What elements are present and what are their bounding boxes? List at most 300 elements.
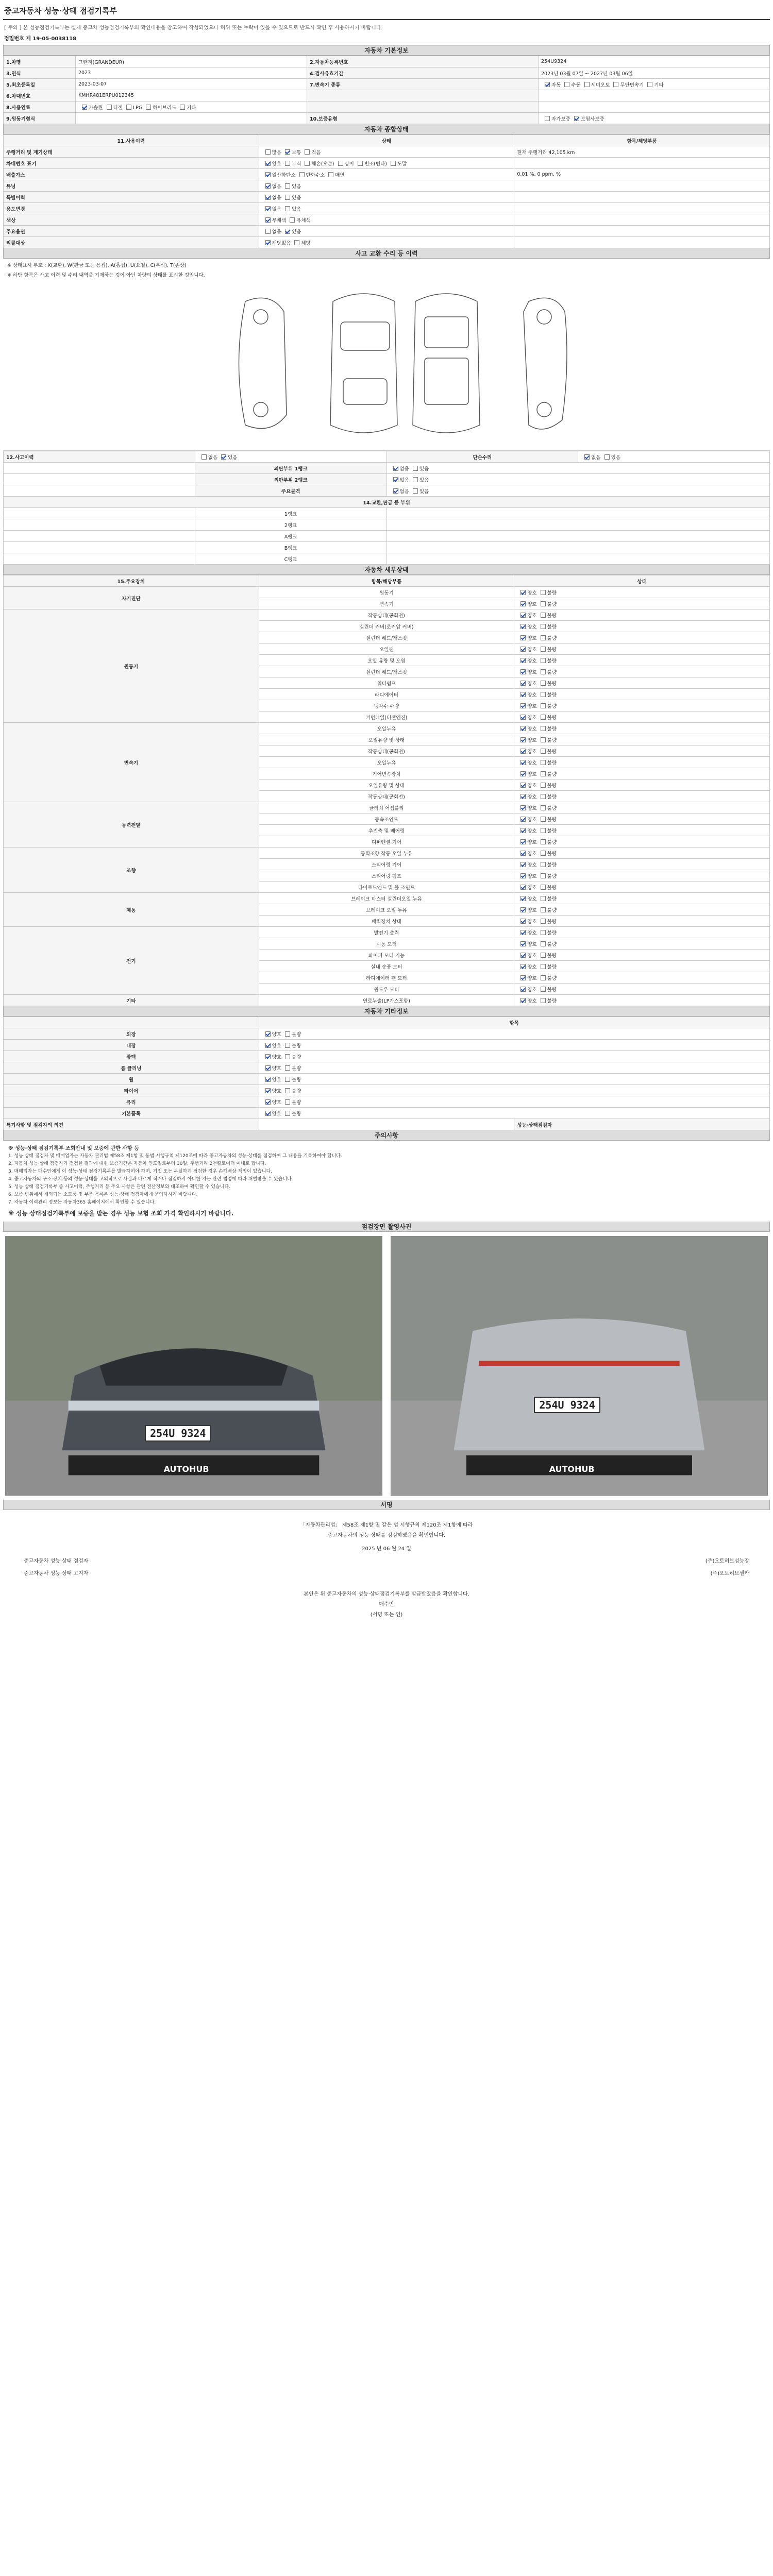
checkbox[interactable] xyxy=(82,105,87,110)
checkbox[interactable] xyxy=(520,941,526,946)
checkbox[interactable] xyxy=(541,919,546,924)
checkbox-label: 불량 xyxy=(547,794,557,800)
checkbox[interactable] xyxy=(541,624,546,629)
checkbox[interactable] xyxy=(541,975,546,980)
detail-item: 냉각수 수량 xyxy=(259,700,514,711)
checkbox[interactable] xyxy=(265,1099,271,1105)
checkbox[interactable] xyxy=(520,839,526,844)
detail-item: 클러치 어셈블리 xyxy=(259,802,514,814)
detail-status xyxy=(514,757,770,768)
checkbox[interactable] xyxy=(520,975,526,980)
detail-item: 윈도우 모터 xyxy=(259,984,514,995)
checkbox-label: 양호 xyxy=(527,669,537,675)
checkbox[interactable] xyxy=(613,82,618,87)
checkbox-label: 불량 xyxy=(547,975,557,981)
checkbox[interactable] xyxy=(541,715,546,720)
checkbox[interactable] xyxy=(520,828,526,833)
notifier-value: (주)오토허브셀카 xyxy=(710,1571,749,1577)
status-label: 리콜대상 xyxy=(4,237,259,248)
detail-item: 작동상태(공회전) xyxy=(259,609,514,621)
checkbox[interactable] xyxy=(541,987,546,992)
checkbox-label: 양호 xyxy=(527,919,537,925)
checkbox[interactable] xyxy=(520,601,526,606)
checkbox[interactable] xyxy=(520,624,526,629)
detail-status xyxy=(514,927,770,938)
inspector-label: 중고자동차 성능·상태 점검자 xyxy=(24,1558,89,1564)
status-label: 색상 xyxy=(4,214,259,226)
checkbox[interactable] xyxy=(265,172,271,177)
checkbox-label: 불량 xyxy=(547,873,557,879)
extra-label: 기본품목 xyxy=(4,1108,259,1119)
checkbox[interactable] xyxy=(285,1088,290,1093)
notice-text: [ 주의 ] 본 성능점검기록부는 실제 중고차 성능점검기록부의 확인내용을 참고하여 작성되었으나 허위 또는 누락이 있을 수 있으므로 반드시 확인 후 사용하시기 바랍니다. xyxy=(4,25,383,31)
signature-field[interactable]: (서명 또는 인) xyxy=(370,1612,403,1618)
detail-item: 변속기 xyxy=(259,598,514,609)
checkbox[interactable] xyxy=(520,805,526,810)
checkbox[interactable] xyxy=(265,1088,271,1093)
checkbox[interactable] xyxy=(520,953,526,958)
checkbox[interactable] xyxy=(265,1054,271,1059)
detail-status xyxy=(514,814,770,825)
section-photos: 점검장면 촬영사진 xyxy=(3,1222,770,1232)
checkbox[interactable] xyxy=(285,1099,290,1105)
detail-item: 커먼레일(디젤엔진) xyxy=(259,711,514,723)
basic-value xyxy=(76,101,307,113)
detail-status xyxy=(514,836,770,848)
group-label: 기타 xyxy=(4,995,259,1006)
checkbox[interactable] xyxy=(146,105,151,110)
checkbox[interactable] xyxy=(520,919,526,924)
extra-options xyxy=(259,1108,769,1119)
group-label: 전기 xyxy=(4,927,259,995)
checkbox[interactable] xyxy=(541,998,546,1003)
checkbox[interactable] xyxy=(541,771,546,776)
checkbox-label: 없음 xyxy=(272,195,282,201)
extra-options xyxy=(259,1062,769,1074)
checkbox[interactable] xyxy=(328,172,333,177)
checkbox[interactable] xyxy=(520,907,526,912)
detail-status xyxy=(514,870,770,882)
checkbox-label: 불량 xyxy=(547,771,557,777)
rank-label: 2랭크 xyxy=(195,519,386,531)
checkbox[interactable] xyxy=(584,454,590,460)
extra-label: 광택 xyxy=(4,1051,259,1062)
checkbox[interactable] xyxy=(201,454,207,460)
rank-label: C랭크 xyxy=(195,553,386,565)
checkbox[interactable] xyxy=(520,817,526,822)
checkbox[interactable] xyxy=(541,647,546,652)
checkbox-label: 불량 xyxy=(547,737,557,743)
checkbox[interactable] xyxy=(285,149,290,155)
checkbox[interactable] xyxy=(285,1077,290,1082)
note-line: 4. 중고자동차의 구조·장치 등의 성능·상태를 고의적으로 사실과 다르게 적거나 점검하지 아니한 자는 관련 법령에 따라 처벌받을 수 있습니다. xyxy=(8,1177,293,1182)
checkbox[interactable] xyxy=(520,896,526,901)
checkbox[interactable] xyxy=(305,161,310,166)
simple-repair-options xyxy=(578,451,770,463)
checkbox[interactable] xyxy=(413,477,418,482)
checkbox[interactable] xyxy=(541,862,546,867)
checkbox[interactable] xyxy=(265,1077,271,1082)
checkbox-label: 불량 xyxy=(292,1043,301,1049)
status-note: 0.01 %, 0 ppm, % xyxy=(514,169,770,180)
detail-item: 실린더 헤드/개스킷 xyxy=(259,666,514,677)
checkbox[interactable] xyxy=(393,477,398,482)
basic-value xyxy=(76,113,307,124)
exterior-label: 외판부위 1랭크 xyxy=(195,463,386,474)
checkbox-label: 매연 xyxy=(335,172,345,178)
checkbox[interactable] xyxy=(520,715,526,720)
checkbox[interactable] xyxy=(574,116,579,121)
detail-status xyxy=(514,666,770,677)
checkbox[interactable] xyxy=(647,82,652,87)
checkbox[interactable] xyxy=(305,149,310,155)
detail-status xyxy=(514,621,770,632)
checkbox[interactable] xyxy=(221,454,226,460)
section-sign: 서명 xyxy=(3,1500,770,1510)
checkbox[interactable] xyxy=(520,987,526,992)
checkbox[interactable] xyxy=(520,771,526,776)
status-options xyxy=(259,203,514,214)
checkbox[interactable] xyxy=(520,862,526,867)
checkbox[interactable] xyxy=(265,1111,271,1116)
checkbox[interactable] xyxy=(541,805,546,810)
table-row xyxy=(4,519,770,531)
sign-line-2: 중고자동차의 성능·상태를 점검하였음을 확인합니다. xyxy=(327,1533,446,1538)
checkbox-label: 양호 xyxy=(527,590,537,596)
checkbox[interactable] xyxy=(541,749,546,754)
detail-item: 오일누유 xyxy=(259,723,514,734)
checkbox-label: 양호 xyxy=(272,161,282,167)
checkbox[interactable] xyxy=(541,941,546,946)
status-note xyxy=(514,203,770,214)
license-plate-front: 254U 9324 xyxy=(145,1425,211,1442)
checkbox[interactable] xyxy=(299,172,305,177)
checkbox-label: 양호 xyxy=(527,601,537,607)
status-label: 튜닝 xyxy=(4,180,259,192)
checkbox-label: 양호 xyxy=(527,964,537,970)
checkbox-label: 불량 xyxy=(547,919,557,925)
checkbox[interactable] xyxy=(541,907,546,912)
checkbox-label: 양호 xyxy=(527,613,537,619)
checkbox[interactable] xyxy=(541,681,546,686)
table-row xyxy=(4,135,770,146)
checkbox-label: 양호 xyxy=(527,715,537,721)
group-label: 자기진단 xyxy=(4,587,259,609)
inspector-label: 성능·상태점검자 xyxy=(514,1119,770,1130)
checkbox[interactable] xyxy=(541,635,546,640)
detail-status xyxy=(514,984,770,995)
checkbox[interactable] xyxy=(265,161,271,166)
checkbox[interactable] xyxy=(541,873,546,878)
checkbox[interactable] xyxy=(520,737,526,742)
lift-banner-front: AUTOHUB xyxy=(163,1464,209,1474)
checkbox[interactable] xyxy=(541,794,546,799)
checkbox-label: 불량 xyxy=(292,1031,301,1038)
detail-status xyxy=(514,791,770,802)
checkbox-label: 없음 xyxy=(399,466,409,472)
detail-item: 오일유량 및 상태 xyxy=(259,734,514,745)
checkbox-label: 양호 xyxy=(527,805,537,811)
checkbox[interactable] xyxy=(338,161,343,166)
checkbox[interactable] xyxy=(520,851,526,856)
checkbox[interactable] xyxy=(541,590,546,595)
checkbox[interactable] xyxy=(541,601,546,606)
checkbox-label: 양호 xyxy=(527,975,537,981)
checkbox[interactable] xyxy=(290,217,295,223)
status-note xyxy=(514,192,770,203)
accident-options xyxy=(195,451,386,463)
checkbox[interactable] xyxy=(541,737,546,742)
checkbox[interactable] xyxy=(541,692,546,697)
checkbox-label: 양호 xyxy=(272,1077,282,1083)
checkbox[interactable] xyxy=(285,206,290,211)
extra-label: 유리 xyxy=(4,1096,259,1108)
detail-item: 실린더 헤드/개스킷 xyxy=(259,632,514,643)
detail-item: 배력장치 상태 xyxy=(259,916,514,927)
detail-status xyxy=(514,632,770,643)
table-row xyxy=(4,113,770,124)
rank-value xyxy=(386,542,770,553)
detail-item: 오일누유 xyxy=(259,757,514,768)
front-photo xyxy=(5,1236,382,1496)
checkbox[interactable] xyxy=(126,105,131,110)
checkbox[interactable] xyxy=(520,613,526,618)
checkbox[interactable] xyxy=(545,82,550,87)
checkbox[interactable] xyxy=(541,783,546,788)
checkbox[interactable] xyxy=(265,206,271,211)
checkbox-label: 불량 xyxy=(547,987,557,993)
exterior-options xyxy=(386,463,770,474)
checkbox[interactable] xyxy=(265,1031,271,1037)
extra-label: 내장 xyxy=(4,1040,259,1051)
page-title: 중고자동차 성능·상태 점검기록부 xyxy=(3,0,770,20)
checkbox[interactable] xyxy=(520,930,526,935)
status-options xyxy=(259,180,514,192)
table-row xyxy=(4,848,770,859)
detail-item: 발전기 출력 xyxy=(259,927,514,938)
checkbox[interactable] xyxy=(520,794,526,799)
checkbox[interactable] xyxy=(541,613,546,618)
checkbox-label: 불량 xyxy=(292,1077,301,1083)
checkbox-label: 세미오토 xyxy=(591,82,610,88)
rank-label: A랭크 xyxy=(195,531,386,542)
checkbox[interactable] xyxy=(265,240,271,245)
table-row xyxy=(4,203,770,214)
status-options xyxy=(259,192,514,203)
checkbox-label: 부식 xyxy=(292,161,301,167)
checkbox[interactable] xyxy=(541,726,546,731)
checkbox[interactable] xyxy=(265,217,271,223)
checkbox[interactable] xyxy=(520,703,526,708)
checkbox[interactable] xyxy=(520,647,526,652)
checkbox[interactable] xyxy=(541,885,546,890)
status-note xyxy=(514,226,770,237)
checkbox[interactable] xyxy=(285,1031,290,1037)
table-row xyxy=(4,1096,770,1108)
detail-status-table xyxy=(3,575,770,1006)
detail-item: 워터펌프 xyxy=(259,677,514,689)
detail-item: 동력조향 작동 오일 누유 xyxy=(259,848,514,859)
checkbox-label: 불량 xyxy=(547,647,557,653)
status-options xyxy=(259,158,514,169)
table-row xyxy=(4,169,770,180)
car-rear-image xyxy=(391,1236,767,1495)
checkbox[interactable] xyxy=(294,240,299,245)
detail-status xyxy=(514,961,770,972)
section-extra: 자동차 기타정보 xyxy=(3,1006,770,1016)
basic-label: 2.자동차등록번호 xyxy=(307,56,539,67)
checkbox[interactable] xyxy=(413,488,418,494)
checkbox[interactable] xyxy=(541,828,546,833)
table-row xyxy=(4,531,770,542)
table-row xyxy=(4,587,770,598)
checkbox[interactable] xyxy=(285,195,290,200)
table-row xyxy=(4,146,770,158)
checkbox[interactable] xyxy=(358,161,363,166)
checkbox[interactable] xyxy=(541,703,546,708)
checkbox[interactable] xyxy=(541,851,546,856)
checkbox[interactable] xyxy=(541,930,546,935)
checkbox[interactable] xyxy=(285,1054,290,1059)
checkbox-label: 보통 xyxy=(292,149,301,156)
header-cell: 항목 xyxy=(259,1017,769,1028)
checkbox[interactable] xyxy=(541,839,546,844)
checkbox-label: 불량 xyxy=(547,726,557,732)
rank-label: B랭크 xyxy=(195,542,386,553)
checkbox-label: 유채색 xyxy=(296,217,311,224)
checkbox[interactable] xyxy=(265,1065,271,1071)
checkbox[interactable] xyxy=(285,229,290,234)
extra-label: 룸 클리닝 xyxy=(4,1062,259,1074)
checkbox[interactable] xyxy=(393,488,398,494)
checkbox[interactable] xyxy=(520,783,526,788)
checkbox[interactable] xyxy=(391,161,396,166)
section-detail: 자동차 세부상태 xyxy=(3,565,770,575)
extra-options xyxy=(259,1051,769,1062)
checkbox[interactable] xyxy=(520,692,526,697)
checkbox[interactable] xyxy=(520,885,526,890)
checkbox[interactable] xyxy=(265,229,271,234)
checkbox[interactable] xyxy=(520,669,526,674)
checkbox[interactable] xyxy=(541,760,546,765)
detail-item: 작동상태(공회전) xyxy=(259,791,514,802)
checkbox[interactable] xyxy=(413,466,418,471)
checkbox[interactable] xyxy=(393,466,398,471)
checkbox[interactable] xyxy=(541,953,546,958)
license-plate-rear: 254U 9324 xyxy=(534,1397,600,1413)
detail-status xyxy=(514,802,770,814)
group-label: 조향 xyxy=(4,848,259,893)
checkbox-label: 없음 xyxy=(208,454,218,461)
checkbox-label: 불량 xyxy=(292,1065,301,1072)
checkbox[interactable] xyxy=(285,1065,290,1071)
checkbox[interactable] xyxy=(604,454,610,460)
checkbox[interactable] xyxy=(545,116,550,121)
checkbox[interactable] xyxy=(520,964,526,969)
checkbox-label: 불량 xyxy=(547,715,557,721)
table-row xyxy=(4,497,770,508)
extra-label: 외장 xyxy=(4,1028,259,1040)
checkbox[interactable] xyxy=(520,873,526,878)
checkbox[interactable] xyxy=(520,635,526,640)
basic-value: KMHR481ERPU012345 xyxy=(76,90,307,101)
car-front-image xyxy=(6,1236,382,1495)
note-line: 2. 자동차 성능·상태 점검자가 점검한 결과에 대한 보증기간은 자동차 인도일로부터 30일, 주행거리 2천킬로미터 이내로 합니다. xyxy=(8,1161,266,1166)
checkbox[interactable] xyxy=(285,183,290,189)
checkbox-label: 양호 xyxy=(527,817,537,823)
checkbox[interactable] xyxy=(520,749,526,754)
detail-item: 오일유량 및 상태 xyxy=(259,779,514,791)
checkbox[interactable] xyxy=(520,760,526,765)
checkbox-label: 불량 xyxy=(547,953,557,959)
detail-status xyxy=(514,768,770,779)
checkbox-label: 양호 xyxy=(527,737,537,743)
status-options xyxy=(259,226,514,237)
table-row xyxy=(4,56,770,67)
checkbox[interactable] xyxy=(285,1111,290,1116)
detail-status xyxy=(514,893,770,904)
table-row xyxy=(4,508,770,519)
checkbox[interactable] xyxy=(285,1043,290,1048)
damage-legend: ※ 상태표시 부호 : X(교환), W(판금 또는 용접), A(흠집), U(요철), C(부식), T(손상) xyxy=(7,263,187,268)
extra-options xyxy=(259,1096,769,1108)
checkbox[interactable] xyxy=(265,149,271,155)
checkbox[interactable] xyxy=(265,195,271,200)
checkbox[interactable] xyxy=(541,817,546,822)
checkbox-label: 자가보증 xyxy=(551,116,570,122)
note-line: 6. 보증 범위에서 제외되는 소모품 및 부품 목록은 성능·상태 점검자에게 문의하시기 바랍니다. xyxy=(8,1192,198,1197)
overall-status-table xyxy=(3,134,770,248)
detail-item: 브레이크 마스터 실린더오일 누유 xyxy=(259,893,514,904)
checkbox[interactable] xyxy=(564,82,569,87)
checkbox-label: 불량 xyxy=(547,783,557,789)
checkbox[interactable] xyxy=(520,590,526,595)
detail-item: 디퍼렌셜 기어 xyxy=(259,836,514,848)
checkbox[interactable] xyxy=(265,1043,271,1048)
remarks-label: 특기사항 및 점검자의 의견 xyxy=(4,1119,259,1130)
checkbox[interactable] xyxy=(541,669,546,674)
checkbox-label: 훼손(오손) xyxy=(311,161,334,167)
detail-item: 시동 모터 xyxy=(259,938,514,950)
checkbox-label: 있음 xyxy=(611,454,620,461)
checkbox[interactable] xyxy=(180,105,185,110)
checkbox[interactable] xyxy=(541,896,546,901)
sign-line-3: 본인은 위 중고자동차의 성능·상태점검기록부를 발급받았음을 확인합니다. xyxy=(304,1591,469,1597)
checkbox[interactable] xyxy=(541,658,546,663)
basic-label: 5.최초등록일 xyxy=(4,79,76,90)
document-number: 정밀번호 제 19-05-0038118 xyxy=(3,31,770,45)
checkbox[interactable] xyxy=(107,105,112,110)
table-row xyxy=(4,575,770,587)
detail-status xyxy=(514,995,770,1006)
checkbox[interactable] xyxy=(520,658,526,663)
empty-cell xyxy=(4,519,195,531)
checkbox[interactable] xyxy=(520,726,526,731)
checkbox-label: 양호 xyxy=(272,1065,282,1072)
table-row xyxy=(4,927,770,938)
empty-cell xyxy=(4,542,195,553)
checkbox[interactable] xyxy=(584,82,590,87)
checkbox[interactable] xyxy=(541,964,546,969)
checkbox[interactable] xyxy=(520,681,526,686)
table-row xyxy=(4,542,770,553)
checkbox-label: 해당 xyxy=(301,240,311,246)
checkbox[interactable] xyxy=(520,998,526,1003)
checkbox[interactable] xyxy=(265,183,271,189)
checkbox[interactable] xyxy=(285,161,290,166)
table-row xyxy=(4,802,770,814)
status-note: 현재 주행거리 42,105 km xyxy=(514,146,770,158)
